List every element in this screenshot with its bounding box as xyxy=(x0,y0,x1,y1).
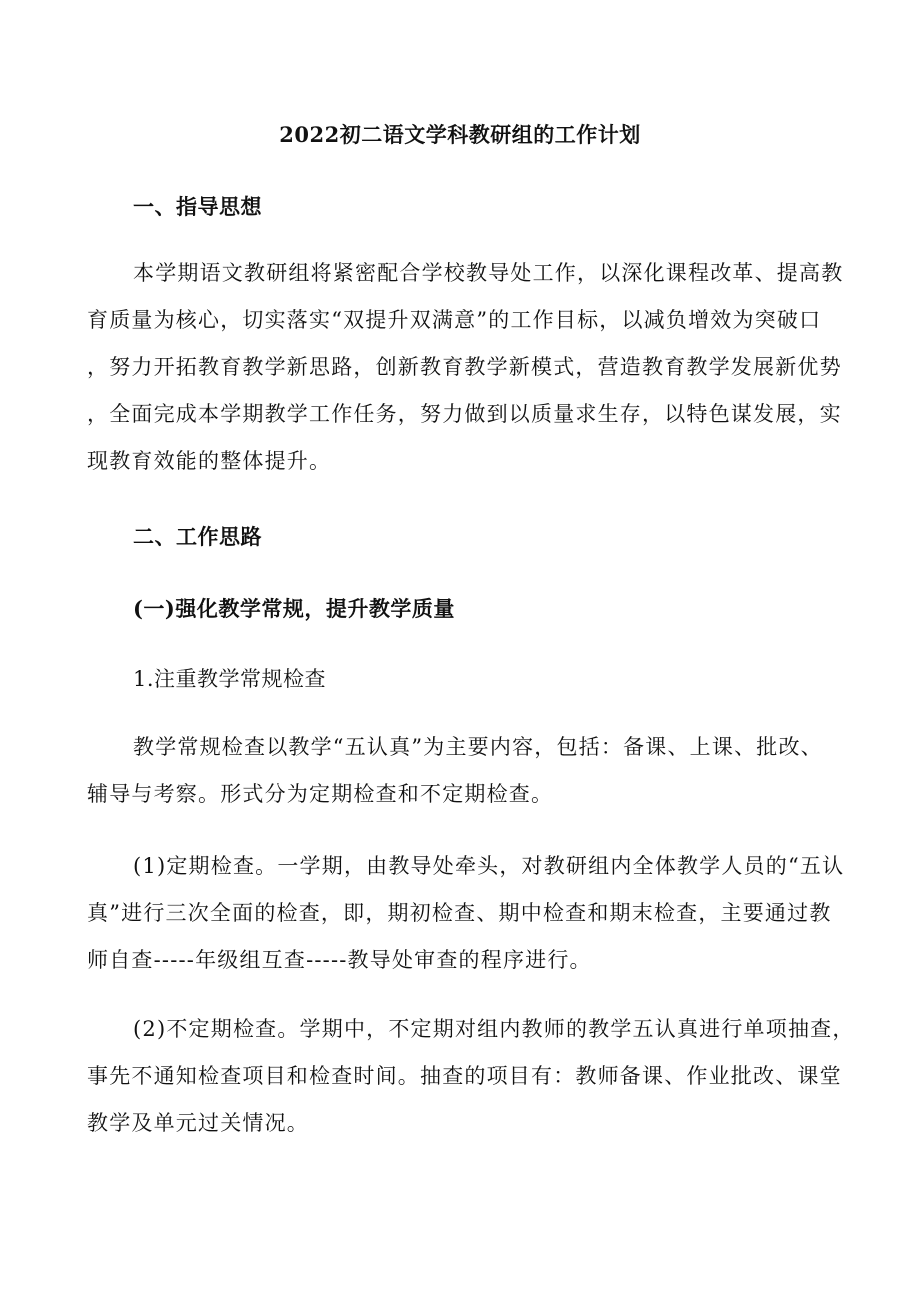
paragraph-line: 辅导与考察。形式分为定期检查和不定期检查。 xyxy=(87,782,554,806)
paragraph-irregular-check xyxy=(87,1006,855,1147)
paragraph-line: (1)定期检查。一学期，由教导处牵头，对教研组内全体教学人员的“五认 xyxy=(133,854,845,878)
section-heading-work-approach: 二、工作思路 xyxy=(133,524,262,549)
paragraph-line: 事先不通知检查项目和检查时间。抽查的项目有：教师备课、作业批改、课堂 xyxy=(87,1064,842,1088)
paragraph-routine-check xyxy=(87,724,847,818)
item-heading-routine-check: 1.注重教学常规检查 xyxy=(133,667,327,691)
paragraph-regular-check xyxy=(87,843,847,984)
paragraph-line: 本学期语文教研组将紧密配合学校教导处工作，以深化课程改革、提高教 xyxy=(133,261,844,285)
paragraph-line: (2)不定期检查。学期中，不定期对组内教师的教学五认真进行单项抽查， xyxy=(133,1017,855,1041)
paragraph-guiding-ideology xyxy=(87,250,847,485)
paragraph-line: 真”进行三次全面的检查，即，期初检查、期中检查和期末检查，主要通过教 xyxy=(87,901,832,925)
paragraph-line: ，全面完成本学期教学工作任务，努力做到以质量求生存，以特色谋发展，实 xyxy=(87,402,842,426)
paragraph-line: 育质量为核心，切实落实“双提升双满意”的工作目标，以减负增效为突破口 xyxy=(87,308,822,332)
paragraph-line: 教学常规检查以教学“五认真”为主要内容，包括：备课、上课、批改、 xyxy=(133,735,823,759)
paragraph-line: 现教育效能的整体提升。 xyxy=(87,449,332,473)
paragraph-line: ，努力开拓教育教学新思路，创新教育教学新模式，营造教育教学发展新优势 xyxy=(87,355,842,379)
paragraph-line: 师自查-----年级组互查-----教导处审查的程序进行。 xyxy=(87,948,592,972)
section-heading-guiding-ideology: 一、指导思想 xyxy=(133,194,262,219)
paragraph-line: 教学及单元过关情况。 xyxy=(87,1111,309,1135)
subsection-heading-teaching-routine: (一)强化教学常规，提升教学质量 xyxy=(133,596,455,621)
document-title: 2022初二语文学科教研组的工作计划 xyxy=(279,122,641,147)
